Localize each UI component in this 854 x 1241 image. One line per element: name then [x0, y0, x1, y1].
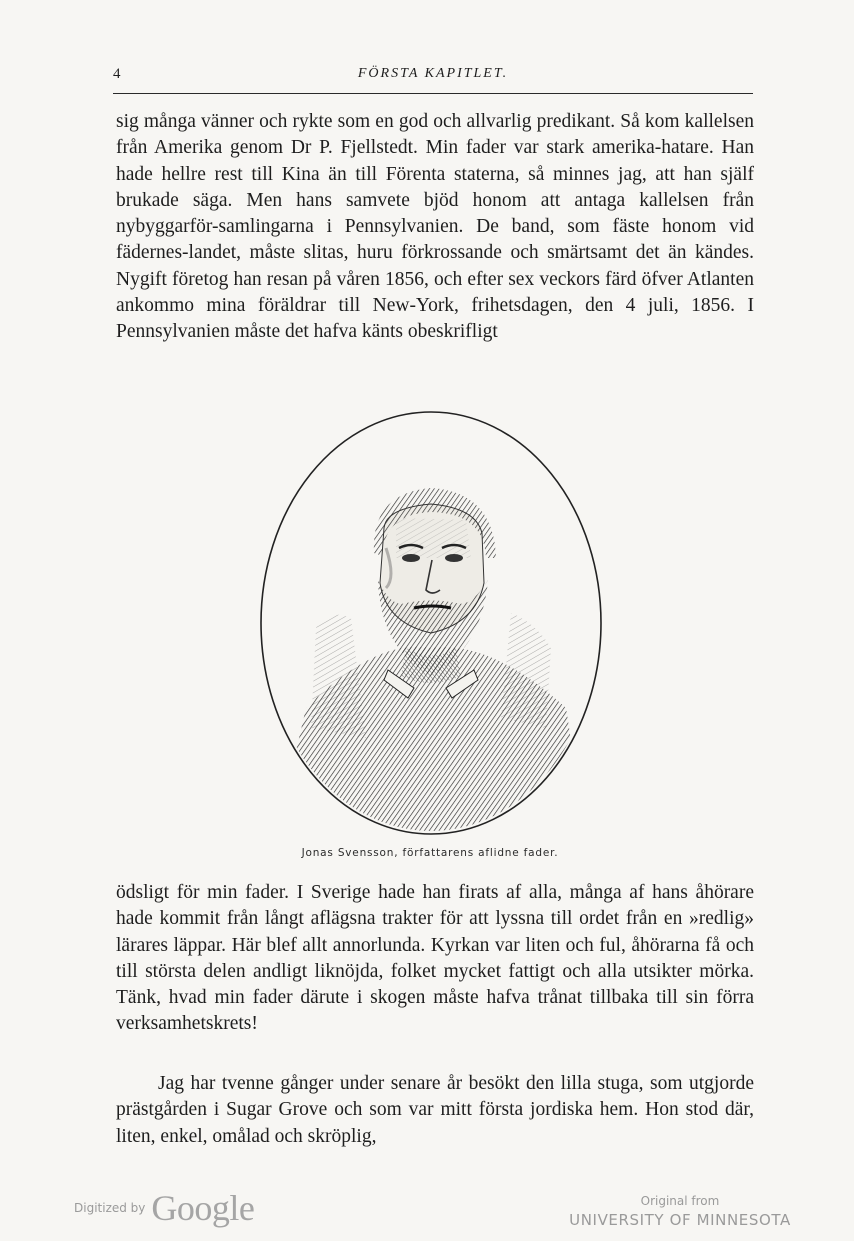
page-number: 4	[113, 66, 121, 82]
digitized-label: Digitized by	[74, 1201, 146, 1215]
google-logo: Google	[151, 1188, 255, 1228]
digitized-by-watermark	[74, 1188, 254, 1228]
original-from-label: Original from	[640, 1194, 720, 1208]
illustration-caption: Jonas Svensson, författarens aflidne fader.	[301, 847, 559, 859]
page-header	[113, 64, 753, 88]
paragraph-1: sig många vänner och rykte som en god och allvarlig predikant. Så kom kallelsen från Amerika genom Dr P. Fjellstedt. Min fader var stark amerika-hatare. Han hade hellre rest till Kina än till Förenta staterna, så minnes jag, att han själf brukade säga. Men hans samvete bjöd honom att antaga kallelsen från nybyggarför-samlingarna i Pennsylvanien. De band, som fäste honom vid fädernes-landet, måste slitas, huru förkrossande och smärtsamt det än kändes. Nygift företog han resan på våren 1856, och efter sex veckors färd öfver Atlanten ankommo mina föräldrar till New-York, frihetsdagen, den 4 juli, 1856. I Pennsylvanien måste det hafva känts obeskrifligt	[116, 111, 754, 343]
original-from-watermark	[560, 1194, 800, 1229]
portrait-engraving	[256, 408, 606, 838]
paragraph-3: Jag har tvenne gånger under senare år besökt den lilla stuga, som utgjorde prästgården i Sugar Grove och som var mitt första jordiska hem. Hon stod där, liten, enkel, omålad och skröplig,	[116, 1073, 754, 1147]
library-name: UNIVERSITY OF MINNESOTA	[569, 1211, 791, 1229]
header-rule	[113, 93, 753, 94]
running-head: FÖRSTA KAPITLET.	[357, 66, 509, 81]
paragraph-2: ödsligt för min fader. I Sverige hade han firats af alla, många af hans åhörare hade kommit från långt aflägsna trakter för att lyssna till ordet från en »redlig» lärares läppar. Här blef allt annorlunda. Kyrkan var liten och ful, åhörarna få och till största delen andligt liknöjda, folket mycket fattigt och alla utsikter mörka. Tänk, hvad min fader därute i skogen måste hafva trånat tillbaka till sin förra verksamhetskrets!	[116, 882, 754, 1035]
